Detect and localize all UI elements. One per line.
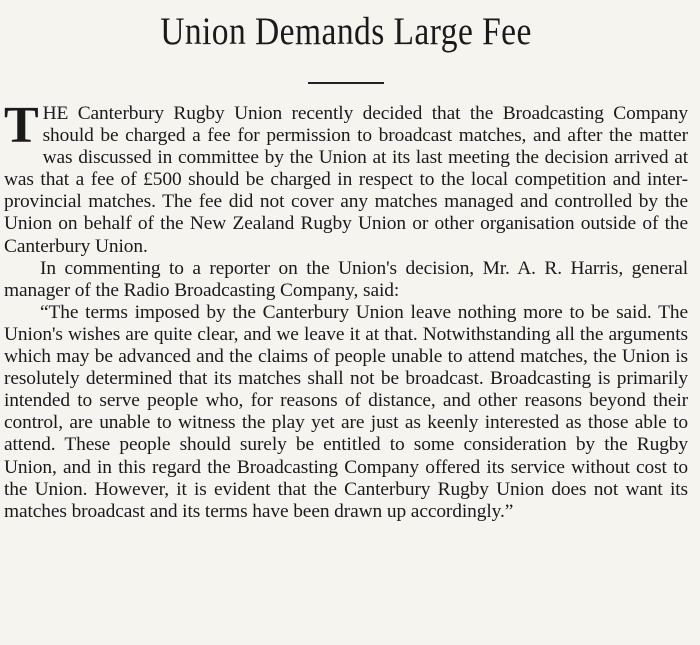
drop-cap: T bbox=[4, 97, 39, 154]
headline: Union Demands Large Fee bbox=[160, 10, 532, 53]
article-paragraph-2: In commenting to a reporter on the Union's decision, Mr. A. R. Harris, general manager of the Radio Broadcasting Company, said: bbox=[4, 257, 688, 301]
paragraph-1-text: HE Canterbury Rugby Union recently decided that the Broadcasting Company should be charged a fee for permission to broadcast matches, and after the matter was discussed in committee by the Union at its last meeting the decision arrived at was that a fee of £500 should be charged in respect to the local competition and inter-provincial matches. The fee did not cover any matches managed and controlled by the Union on behalf of the New Zealand Rugby Union or other organisation outside of the Canterbury Union. bbox=[4, 103, 688, 257]
article-paragraph-1 bbox=[4, 97, 688, 258]
article-paragraph-3: “The terms imposed by the Canterbury Union leave nothing more to be said. The Union's wishes are quite clear, and we leave it at that. Notwithstanding all the arguments which may be advanced and the claims of people unable to attend matches, the Union is resolutely determined that its matches shall not be broadcast. Broadcasting is primarily intended to serve people who, for reasons of distance, and other reasons beyond their control, are unable to witness the play yet are just as keenly interested as those able to attend. These people should surely be entitled to some consideration by the Rugby Union, and in this regard the Broadcasting Company offered its service without cost to the Union. However, it is evident that the Canterbury Rugby Union does not want its matches broadcast and its terms have been drawn up accordingly.” bbox=[4, 301, 688, 522]
article-body bbox=[4, 97, 688, 523]
headline-divider bbox=[308, 82, 384, 84]
